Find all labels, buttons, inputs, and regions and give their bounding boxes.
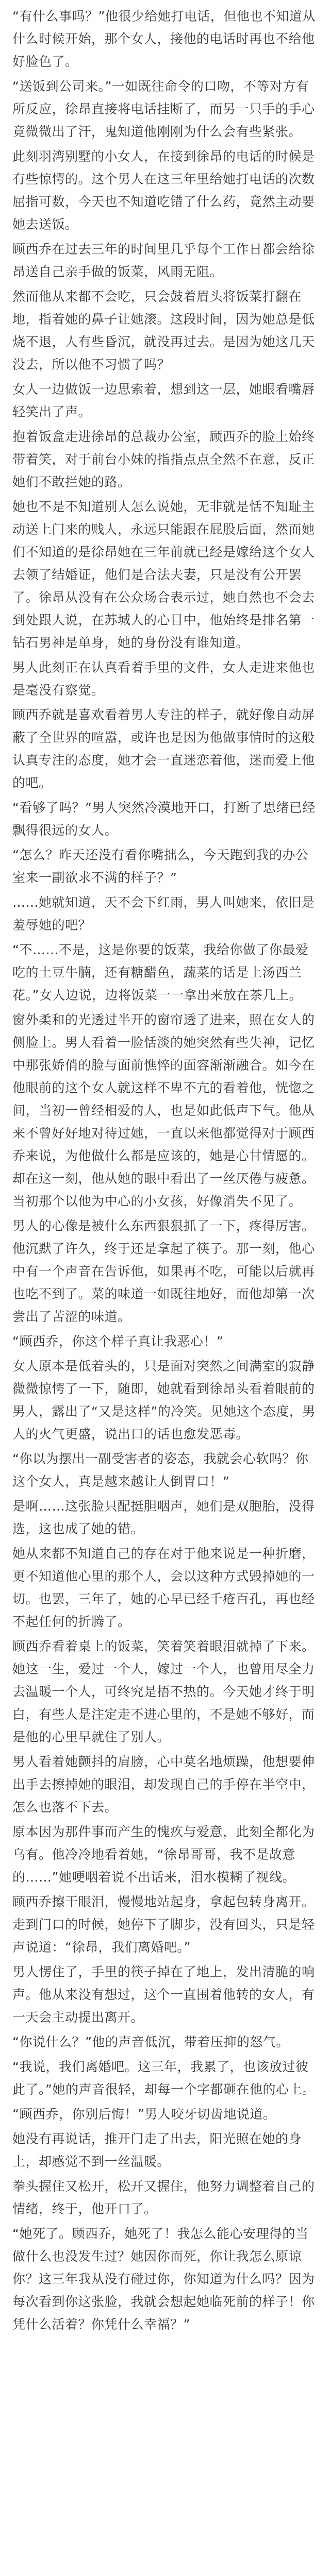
article-paragraph: 她也不是不知道别人怎么说她，无非就是恬不知耻主动送上门来的贱人，永远只能跟在屁股后面，然而她们不知道的是徐昂她在三年前就已经是嫁给这个女人去领了结婚证，他们是合法夫妻，只是没有公开罢了。徐昂从没有在公众场合表示过，她自然也不会去到处跟人说，在苏城人的心目中，他始终是排名第一钻石男神是单身，她的身份没有谁知道。 [12, 499, 315, 650]
article-paragraph: “有什么事吗？”他很少给她打电话，但他也不知道从什么时候开始，那个女人，接他的电话时再也不给他好脸色了。 [12, 9, 316, 69]
article-paragraph: “不……不是，这是你要的饭菜，我给你做了你最爱吃的土豆牛腩，还有糖醋鱼，蔬菜的话是上汤西兰花。”女人边说，边将饭菜一一拿出来放在茶几上。 [12, 942, 309, 1003]
article-paragraph: 她没有再说话，推开门走了出去，阳光照在她的身上，却感觉不到一丝温暖。 [12, 2131, 302, 2169]
article-paragraph: 是啊……这张脸只配挺胆咽声，她们是双胞胎，没得选，这也成了她的错。 [12, 1499, 315, 1536]
article-paragraph: 顾西乔在过去三年的时间里几乎每个工作日都会给徐昂送自己亲手做的饭菜，风雨无阻。 [12, 242, 315, 279]
article-paragraph: “你以为摆出一副受害者的姿态，我就会心软吗？你这个女人，真是越来越让人倒胃口！” [12, 1451, 309, 1489]
article-paragraph: “看够了吗？”男人突然冷漠地开口，打断了思绪已经飘得很远的女人。 [12, 800, 316, 838]
article-paragraph: 她从来都不知道自己的存在对于他来说是一种折磨，更不知道他心里的那个人，会以这种方式毁掉她的一切。也罢，三年了，她的心早已经千疮百孔，再也经不起任何的折腾了。 [12, 1546, 315, 1629]
article-paragraph: 女人原本是低着头的，只是面对突然之间满室的寂静微微惊愕了一下，随即，她就看到徐昂头看着眼前的男人，露出了“又是这样”的冷笑。见她这个态度，男人的火气更盛，说出口的话也愈发恶毒。 [12, 1359, 316, 1442]
article-paragraph: 然而他从来都不会吃，只会鼓着眉头将饭菜打翻在地，指着她的鼻子让她滚。这段时间，因为她总是低烧不退，人有些昏沉，就没再过去。是因为她这几天没去，所以他不习惯了吗？ [12, 289, 315, 372]
article-paragraph: “你说什么？”他的声音低沉，带着压抑的怒气。 [12, 2035, 289, 2049]
article-paragraph: 此刻羽湾别墅的小女人，在接到徐昂的电话的时候是有些惊愕的。这个男人在这三年里给她打电话的次数屈指可数，今天也不知道吃错了什么药，竟然主动要她去送饭。 [12, 149, 315, 232]
article-paragraph: “顾西乔，你这个样子真让我恶心！” [12, 1334, 224, 1349]
article-paragraph: 顾西乔看着桌上的饭菜，笑着笑着眼泪就掉了下来。她这一生，爱过一个人，嫁过一个人，也曾用尽全力去温暖一个人，可终究是捂不热的。今天她才终于明白，有些人是注定走不进心里的，不是她不够好，而是他的心里早就住了别人。 [12, 1639, 315, 1744]
article-paragraph: ……她就知道，天不会下红雨，男人叫她来，依旧是羞辱她的吧？ [12, 895, 315, 933]
article-paragraph: 拳头握住又松开，松开又握住，他努力调整着自己的情绪，终于，他开口了。 [12, 2179, 315, 2216]
article-paragraph: 窗外柔和的光透过半开的窗帘透了进来，照在女人的侧脸上。男人看着一脸恬淡的她突然有些失神，记忆中那张娇俏的脸与面前憔悴的面容渐渐融合。如今在他眼前的这个女人就这样不卑不亢的看着他，恍惚之间，当初一曾经相爱的人，也是如此低声下气。他从来不曾好好地对待过她，一直以来他都觉得对于顾西乔来说，为他做什么都是应该的，她是心甘情愿的。却在这一刻，他从她的眼中看出了一丝厌倦与疲惫。当初那个以他为中心的小女孩，好像消失不见了。 [12, 1012, 315, 1209]
article-paragraph: “她死了。顾西乔，她死了！我怎么能心安理得的当做什么也没发生过？她因你而死，你让我怎么原谅你？这三年我从没有碰过你，你知道为什么吗？因为每次看到你这张脸，我就会想起她临死前的样子！你凭什么活着？你凭什么幸福？” [12, 2226, 315, 2332]
article-paragraph: 顾西乔就是喜欢看着男人专注的样子，就好像自动屏蔽了全世界的喧嚣，或许也是因为他做事情时的这般认真专注的态度，她才会一直迷恋着他，迷而爱上他的吧。 [12, 707, 315, 790]
article-paragraph: 男人愣住了，手里的筷子掉在了地上，发出清脆的响声。他从来没有想过，这个一直围着他转的女人，有一天会主动提出离开。 [12, 1964, 315, 2025]
article-paragraph: “顾西乔，你别后悔！”男人咬牙切齿地说道。 [12, 2107, 276, 2122]
article-paragraph: 原本因为那件事而产生的愧疚与爱意，此刻全都化为乌有。他冷冷地看着她，“徐昂哥哥，我不是故意的……”她哽咽着说不出话来，泪水模糊了视线。 [12, 1824, 315, 1885]
article-paragraph: 男人的心像是被什么东西狠狠抓了一下，疼得厉害。他沉默了许久，终于还是拿起了筷子。那一刻，他心中有一个声音在告诉他，如果再不吃，可能以后就再也吃不到了。菜的味道一如既往地好，而他却第一次尝出了苦涩的味道。 [12, 1218, 315, 1324]
article-paragraph: 顾西乔擦干眼泪，慢慢地站起身，拿起包转身离开。走到门口的时候，她停下了脚步，没有回头，只是轻声说道：“徐昂，我们离婚吧。” [12, 1894, 315, 1955]
article-paragraph: 抱着饭盒走进徐昂的总裁办公室，顾西乔的脸上始终带着笑，对于前台小妹的指指点点全然不在意，反正她们不敢拦她的路。 [12, 429, 315, 489]
article-paragraph: “怎么？昨天还没有看你嘴拙么，今天跑到我的办公室来一副欲求不满的样子？” [12, 848, 309, 885]
article-body [12, 5, 318, 2336]
article-paragraph: 女人一边做饭一边思索着，想到这一层，她眼看嘴唇轻笑出了声。 [12, 382, 315, 419]
article-paragraph: “送饭到公司来。”一如既往命令的口吻，不等对方有所反应，徐昂直接将电话挂断了，而另一只手的手心竟微微出了汗，鬼知道他刚刚为什么会有些紧张。 [12, 79, 315, 139]
article-paragraph: 男人看着她颤抖的肩膀，心中莫名地烦躁，他想要伸出手去擦掉她的眼泪，却发现自己的手停在半空中，怎么也落不下去。 [12, 1754, 315, 1815]
article-paragraph: “我说，我们离婚吧。这三年，我累了，也该放过彼此了。”她的声音很轻，却每一个字都砸在他的心上。 [12, 2059, 316, 2097]
article-paragraph: 男人此刻正在认真看着手里的文件，女人走进来他也是毫没有察觉。 [12, 660, 315, 698]
